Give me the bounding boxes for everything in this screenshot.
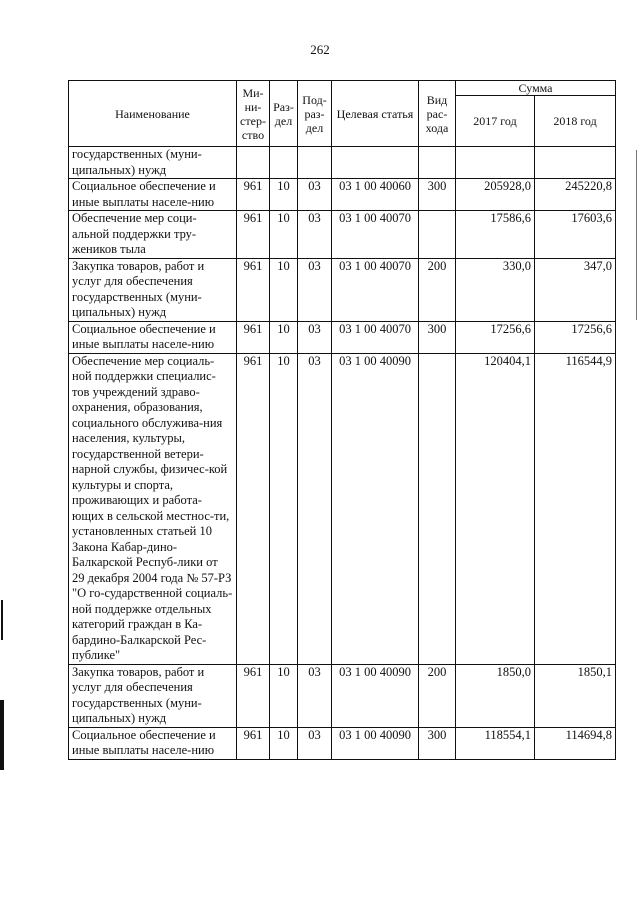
row-section: 10 [270,727,298,759]
row-ministry: 961 [237,179,270,211]
row-target: 03 1 00 40090 [332,353,419,664]
scan-edge-mark [0,700,4,770]
row-section [270,147,298,179]
row-sum-2017: 118554,1 [456,727,535,759]
row-target: 03 1 00 40070 [332,258,419,321]
row-ministry: 961 [237,258,270,321]
row-sum-2017: 17256,6 [456,321,535,353]
row-sum-2018: 1850,1 [535,664,616,727]
header-row [69,81,616,96]
header-section: Раз-дел [270,81,298,147]
row-expense-type: 200 [419,664,456,727]
row-sum-2017: 17586,6 [456,211,535,259]
header-name: Наименование [69,81,237,147]
row-subsection [298,147,332,179]
table-row [69,727,616,759]
table-row [69,179,616,211]
row-sum-2018: 17256,6 [535,321,616,353]
row-expense-type [419,147,456,179]
row-name: Обеспечение мер социаль-ной поддержки специалис-тов учреждений здраво-охранения, образования, социального обслужива-ния населения, культуры, государственной ветери-нарной службы, физичес-кой культуры и спорта, проживающих и работа-ющих в сельской местнос-ти, установленных статьей 10 Закона Кабар-дино-Балкарской Респуб-лики от 29 декабря 2004 года № 57-РЗ "О го-сударственной социаль-ной поддержке отдельных категорий граждан в Ка-бардино-Балкарской Рес-публике" [69,353,237,664]
table-body [69,147,616,760]
row-ministry: 961 [237,211,270,259]
row-subsection: 03 [298,179,332,211]
scan-edge-mark [1,600,3,640]
row-sum-2018: 17603,6 [535,211,616,259]
row-name: Обеспечение мер соци-альной поддержки тру-жеников тыла [69,211,237,259]
row-subsection: 03 [298,321,332,353]
row-section: 10 [270,664,298,727]
row-section: 10 [270,258,298,321]
row-expense-type: 300 [419,179,456,211]
table-row [69,664,616,727]
row-sum-2017: 120404,1 [456,353,535,664]
row-ministry [237,147,270,179]
row-ministry: 961 [237,664,270,727]
row-ministry: 961 [237,353,270,664]
row-sum-2018: 116544,9 [535,353,616,664]
row-section: 10 [270,321,298,353]
row-sum-2018: 347,0 [535,258,616,321]
header-ministry: Ми-ни-стер-ство [237,81,270,147]
row-target [332,147,419,179]
row-expense-type: 300 [419,727,456,759]
scan-edge-mark [636,150,637,320]
row-section: 10 [270,211,298,259]
table-row [69,211,616,259]
row-section: 10 [270,353,298,664]
row-name: Социальное обеспечение и иные выплаты населе-нию [69,179,237,211]
table-row [69,321,616,353]
row-name: государственных (муни-ципальных) нужд [69,147,237,179]
row-sum-2017 [456,147,535,179]
row-sum-2018 [535,147,616,179]
row-target: 03 1 00 40070 [332,321,419,353]
row-expense-type [419,353,456,664]
row-name: Закупка товаров, работ и услуг для обеспечения государственных (муни-ципальных) нужд [69,258,237,321]
row-target: 03 1 00 40060 [332,179,419,211]
row-target: 03 1 00 40090 [332,727,419,759]
row-subsection: 03 [298,353,332,664]
row-subsection: 03 [298,258,332,321]
row-sum-2017: 1850,0 [456,664,535,727]
row-sum-2017: 330,0 [456,258,535,321]
row-sum-2018: 114694,8 [535,727,616,759]
header-target: Целевая статья [332,81,419,147]
row-sum-2018: 245220,8 [535,179,616,211]
table-row [69,353,616,664]
row-target: 03 1 00 40070 [332,211,419,259]
row-sum-2017: 205928,0 [456,179,535,211]
row-expense-type: 300 [419,321,456,353]
row-section: 10 [270,179,298,211]
row-expense-type [419,211,456,259]
row-expense-type: 200 [419,258,456,321]
header-year-2018: 2018 год [535,96,616,147]
row-name: Закупка товаров, работ и услуг для обеспечения государственных (муни-ципальных) нужд [69,664,237,727]
header-expense-type: Вид рас-хода [419,81,456,147]
header-year-2017: 2017 год [456,96,535,147]
row-ministry: 961 [237,727,270,759]
header-sum: Сумма [456,81,616,96]
row-subsection: 03 [298,664,332,727]
page-number: 262 [310,42,330,57]
row-subsection: 03 [298,727,332,759]
row-name: Социальное обеспечение и иные выплаты населе-нию [69,727,237,759]
table-row [69,147,616,179]
budget-table [68,80,616,760]
table-row [69,258,616,321]
row-subsection: 03 [298,211,332,259]
row-name: Социальное обеспечение и иные выплаты населе-нию [69,321,237,353]
header-subsection: Под-раз-дел [298,81,332,147]
row-target: 03 1 00 40090 [332,664,419,727]
row-ministry: 961 [237,321,270,353]
